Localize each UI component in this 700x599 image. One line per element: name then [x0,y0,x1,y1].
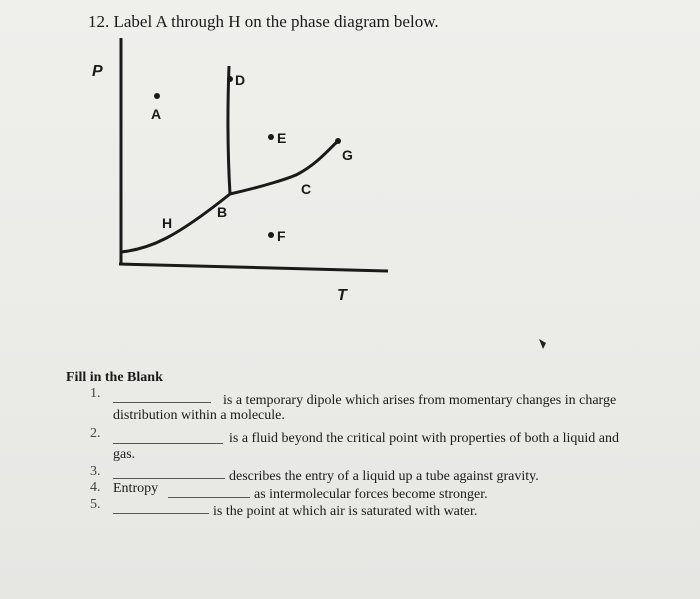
point-label-a: A [151,106,162,122]
point-label-g: G [342,147,353,163]
item-4-number: 4. [90,480,101,495]
item-3-text: describes the entry of a liquid up a tube against gravity. [229,469,539,484]
x-axis [119,264,388,271]
point-label-f: F [277,228,286,244]
item-5-blank[interactable] [113,513,209,514]
item-3-number: 3. [90,464,101,479]
point-a-dot [154,93,160,99]
cursor-arrow-icon [539,339,546,349]
item-1-text-cont: distribution within a molecule. [113,408,285,423]
point-label-e: E [277,130,287,146]
item-4-blank[interactable] [168,497,250,498]
point-d-dot [227,76,233,82]
item-1-number: 1. [90,386,101,401]
item-5-number: 5. [90,497,101,512]
item-3-blank[interactable] [113,478,225,479]
item-5-text: is the point at which air is saturated with water. [213,504,478,519]
vaporization-curve [230,141,338,194]
point-label-c: C [301,181,312,197]
fill-in-blank-title: Fill in the Blank [66,370,163,385]
point-e-dot [268,134,274,140]
item-2-number: 2. [90,426,101,441]
critical-point-dot [335,138,341,144]
sublimation-curve [121,194,230,252]
item-2-blank[interactable] [113,443,223,444]
item-2-text: is a fluid beyond the critical point with properties of both a liquid and [229,431,619,446]
item-2-text-cont: gas. [113,447,136,462]
x-axis-label: T [337,287,347,304]
point-f-dot [268,232,274,238]
item-1-blank[interactable] [113,402,211,403]
item-4-prefix: Entropy [113,481,159,496]
item-1-text: is a temporary dipole which arises from momentary changes in charge [223,393,617,408]
point-label-d: D [235,72,246,88]
point-label-h: H [162,215,173,231]
point-label-b: B [217,204,228,220]
question-title: 12. Label A through H on the phase diagram below. [88,12,439,31]
y-axis-label: P [92,63,103,80]
item-4-text: as intermolecular forces become stronger. [254,487,488,502]
fusion-curve [228,66,230,194]
